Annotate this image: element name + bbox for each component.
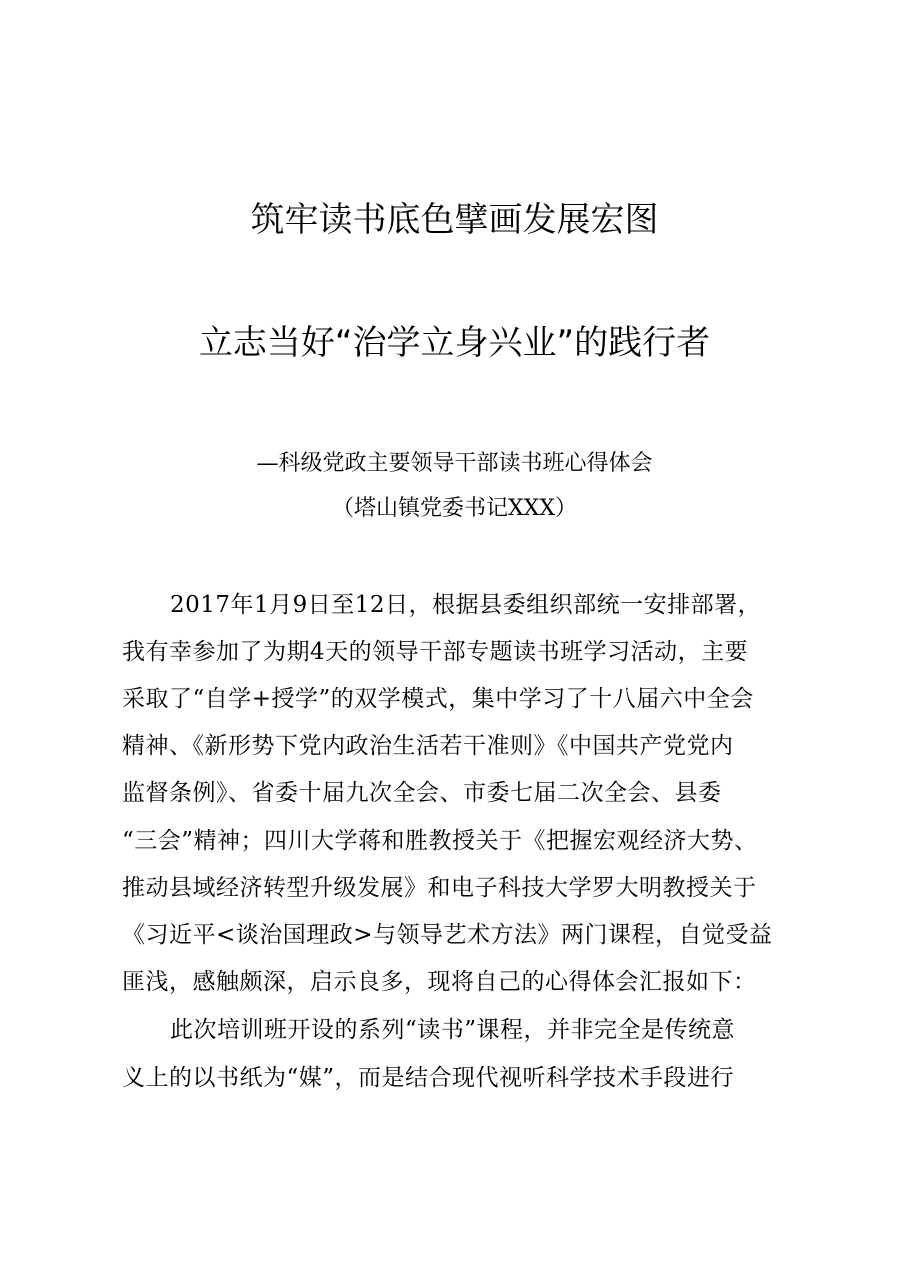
body-line: 我有幸参加了为期4天的领导干部专题读书班学习活动，主要: [122, 639, 749, 665]
body-line: “三会”精神；四川大学蒋和胜教授关于《把握宏观经济大势、: [122, 828, 758, 854]
title-line-1: 筑牢读书底色擘画发展宏图: [250, 200, 659, 240]
body-line: 监督条例》、省委十届九次全会、市委七届二次全会、县委: [122, 780, 722, 806]
body-line: 推动县域经济转型升级发展》和电子科技大学罗大明教授关于: [122, 875, 757, 901]
title-line-2: 立志当好“治学立身兴业”的践行者: [198, 323, 711, 363]
body-line: 匪浅，感触颇深，启示良多，现将自己的心得体会汇报如下：: [122, 969, 757, 995]
body-line: 此次培训班开设的系列“读书”课程，并非完全是传统意: [170, 1017, 736, 1043]
body-line: 义上的以书纸为“媒”，而是结合现代视听科学技术手段进行: [122, 1065, 735, 1091]
subtitle: —科级党政主要领导干部读书班心得体会: [256, 451, 653, 476]
body-line: 2017年1月9日至12日，根据县委组织部统一安排部署，: [170, 592, 762, 618]
author-line: （塔山镇党委书记XXX）: [332, 496, 577, 521]
body-line: 《习近平<谈治国理政>与领导艺术方法》两门课程，自觉受益: [122, 922, 773, 948]
body-line: 采取了“自学+授学”的双学模式，集中学习了十八届六中全会: [122, 686, 754, 712]
body-line: 精神、《新形势下党内政治生活若干准则》《中国共产党党内: [122, 733, 734, 759]
